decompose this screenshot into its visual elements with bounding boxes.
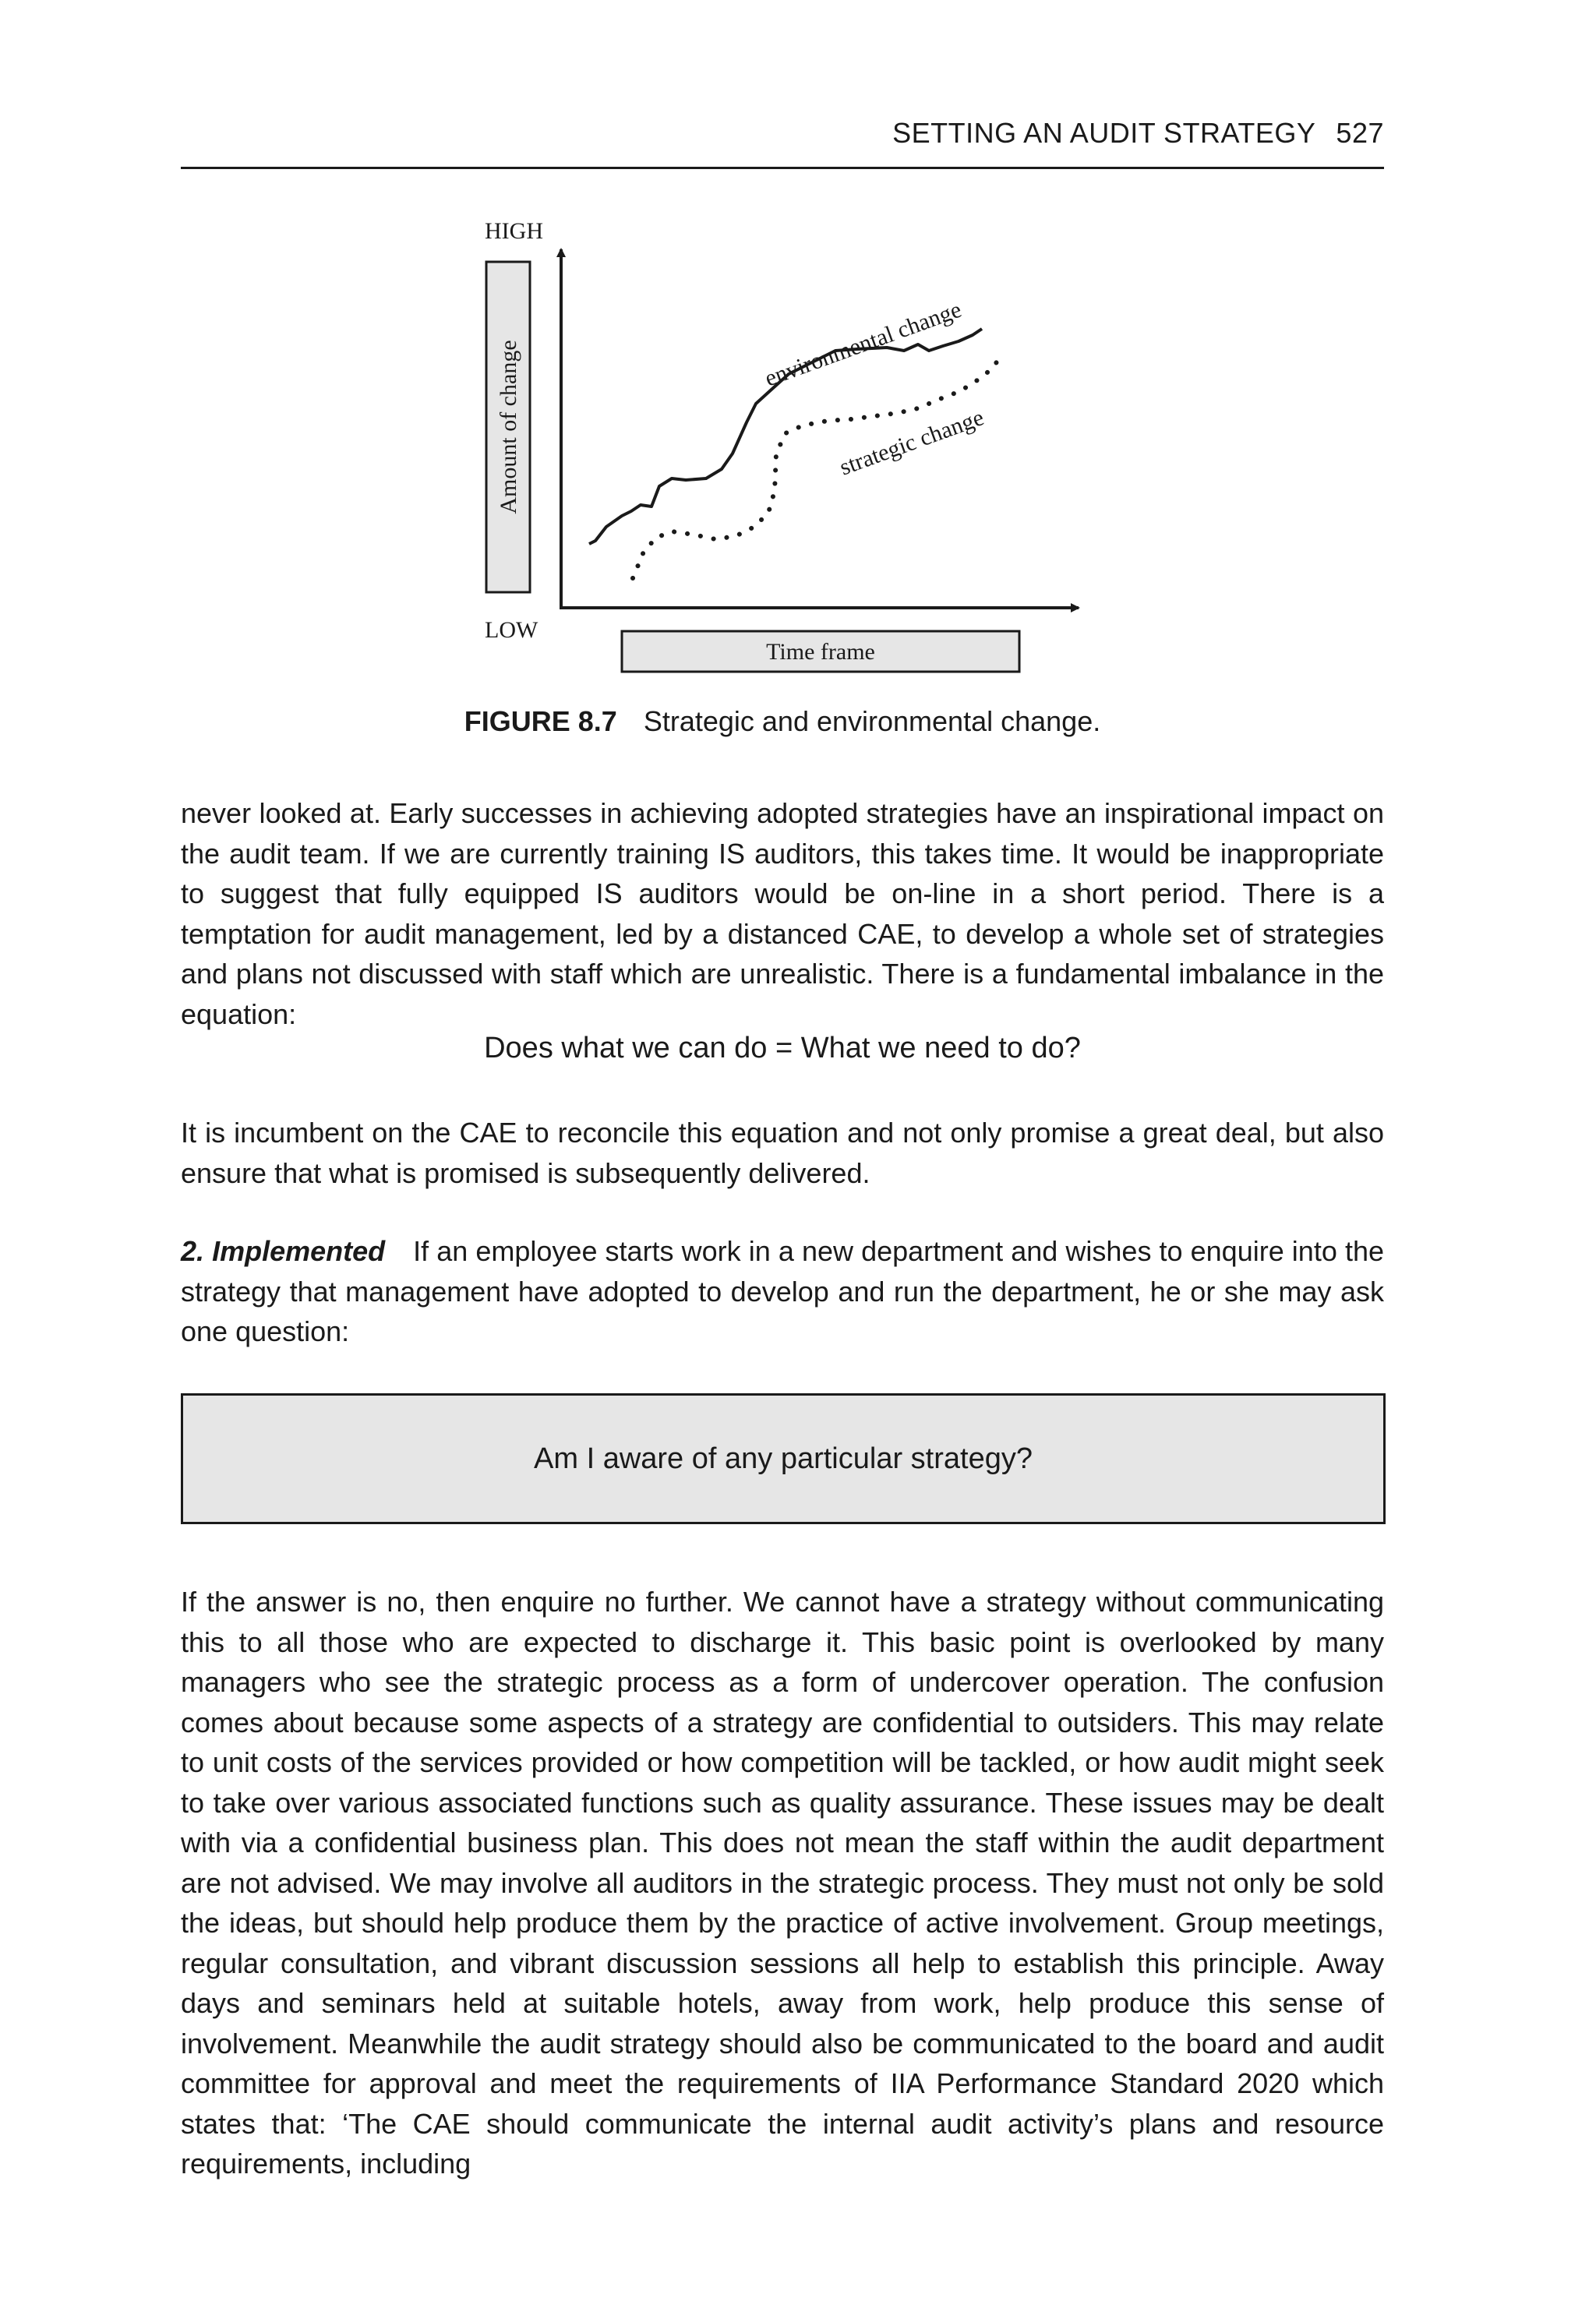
figure-caption-text: Strategic and environmental change.	[643, 705, 1101, 737]
paragraph	[181, 1231, 1384, 1352]
x-axis-label: Time frame	[766, 639, 875, 665]
y-low-label: LOW	[485, 617, 538, 643]
running-head	[181, 117, 1384, 150]
paragraph: If the answer is no, then enquire no further. We cannot have a strategy without communicating this to all those who are expected to discharge it. This basic point is overlooked by many managers who see the strategic process as a form of undercover operation. The confusion comes about because some aspects of a strategy are confidential to outsiders. This may relate to unit costs of the services provided or how competition will be tackled, or how audit might seek to take over various associated functions such as quality assurance. These issues may be dealt with via a confidential business plan. This does not mean the staff within the audit department are not advised. We may involve all auditors in the strategic process. They must not only be sold the ideas, but should help produce them by the practice of active involvement. Group meetings, regular consultation, and vibrant discussion sessions all help to establish this principle. Away days and seminars held at suitable hotels, away from work, help produce this sense of involvement. Meanwhile the audit strategy should also be communicated to the board and audit committee for approval and meet the requirements of IIA Performance Standard 2020 which states that: ‘The CAE should communicate the internal audit activity’s plans and resource requirements, including	[181, 1586, 1384, 2180]
section-heading: 2. Implemented	[181, 1235, 386, 1267]
page-number: 527	[1336, 117, 1384, 149]
change-diagram	[436, 204, 1138, 703]
paragraph: It is incumbent on the CAE to reconcile this equation and not only promise a great deal, but also ensure that what is promised is subsequently delivered.	[181, 1117, 1384, 1189]
figure-number: FIGURE 8.7	[464, 705, 617, 737]
header-rule	[181, 167, 1384, 169]
running-title: SETTING AN AUDIT STRATEGY	[892, 117, 1316, 149]
y-high-label: HIGH	[485, 218, 543, 244]
boxed-question-text: Am I aware of any particular strategy?	[534, 1442, 1033, 1475]
environmental-change-label: environmental change	[761, 296, 966, 392]
boxed-question	[181, 1393, 1386, 1524]
equation: Does what we can do = What we need to do?	[484, 1032, 1081, 1064]
strategic-change-label: strategic change	[836, 404, 987, 481]
paragraph: never looked at. Early successes in achieving adopted strategies have an inspirational impact on the audit team. If we are currently training IS auditors, this takes time. It would be inappropriate to suggest that fully equipped IS auditors would be on-line in a short period. There is a temptation for audit management, led by a distanced CAE, to develop a whole set of strategies and plans not discussed with staff which are unrealistic. There is a fundamental imbalance in the equation:	[181, 797, 1384, 1030]
figure-caption	[181, 705, 1384, 738]
strategic-change-line	[633, 357, 1001, 578]
paragraph-text: If an employee starts work in a new department and wishes to enquire into the strategy that management have adopted to develop and run the department, he or she may ask one question:	[181, 1235, 1384, 1347]
y-axis-label: Amount of change	[496, 340, 521, 514]
